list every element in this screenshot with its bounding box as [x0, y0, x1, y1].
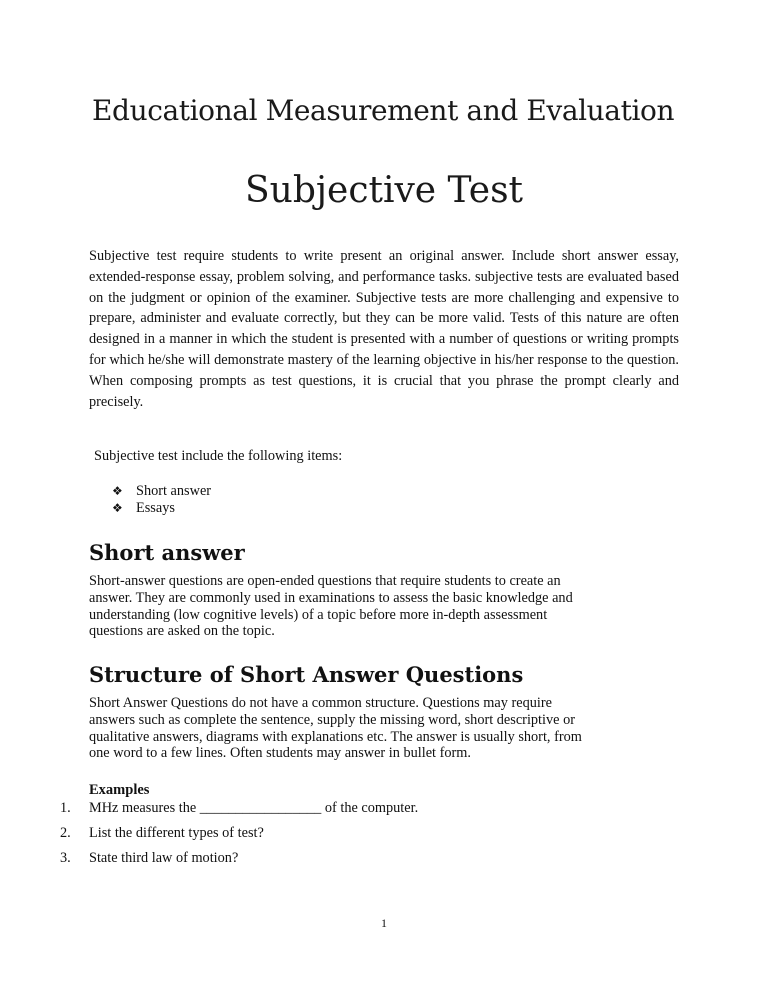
- list-item: [112, 500, 211, 517]
- paragraph-line: understanding (low cognitive levels) of a topic before more in-depth assessment: [89, 606, 548, 623]
- examples-label: Examples: [89, 782, 150, 798]
- structure-heading: Structure of Short Answer Questions: [89, 662, 524, 687]
- examples-list: [60, 800, 418, 875]
- page-number: 1: [381, 916, 387, 930]
- paragraph-line: qualitative answers, diagrams with explanations etc. The answer is usually short, from: [89, 728, 582, 745]
- short-answer-heading: Short answer: [89, 540, 245, 565]
- paragraph-line: questions are asked on the topic.: [89, 623, 275, 640]
- paragraph-line: answer. They are commonly used in examinations to assess the basic knowledge and: [89, 589, 573, 606]
- items-list: [112, 483, 211, 516]
- items-lead: Subjective test include the following items:: [94, 448, 343, 464]
- example-number: 1.: [60, 800, 71, 816]
- list-item-label: Essays: [136, 499, 175, 516]
- page-title: Subjective Test: [244, 170, 524, 211]
- example-item: [60, 850, 418, 875]
- example-item: [60, 800, 418, 825]
- example-number: 2.: [60, 825, 71, 841]
- example-text: MHz measures the _________________ of the computer.: [89, 800, 419, 816]
- intro-paragraph: Subjective test require students to write present an original answer. Include short answer essay, extended-response essay, problem solving, and performance tasks. subjective tests are evaluated based on the judgment or opinion of the examiner. Subjective tests are more challenging and expensive to prepare, administer and evaluate correctly, but they can be more valid. Tests of this nature are often designed in a manner in which the student is presented with a number of questions or writing prompts for which he/she will demonstrate mastery of the learning objective in his/her response to the question. When composing prompts as test questions, it is crucial that you phrase the prompt clearly and precisely.: [89, 248, 679, 410]
- list-item-label: Short answer: [136, 483, 212, 499]
- structure-paragraph: [89, 695, 679, 762]
- paragraph-line: Short Answer Questions do not have a common structure. Questions may require: [89, 695, 552, 711]
- paragraph-line: Short-answer questions are open-ended questions that require students to create an: [89, 573, 561, 589]
- example-text: State third law of motion?: [89, 850, 239, 866]
- list-item: [112, 483, 211, 500]
- paragraph-line: one word to a few lines. Often students may answer in bullet form.: [89, 745, 471, 762]
- course-title: Educational Measurement and Evaluation: [92, 94, 675, 127]
- example-item: [60, 825, 418, 850]
- example-text: List the different types of test?: [89, 825, 264, 841]
- example-number: 3.: [60, 850, 71, 866]
- short-answer-paragraph: [89, 573, 679, 640]
- diamond-bullet-icon: ❖: [112, 500, 123, 515]
- diamond-bullet-icon: ❖: [112, 484, 123, 498]
- paragraph-line: answers such as complete the sentence, supply the missing word, short descriptive or: [89, 711, 575, 728]
